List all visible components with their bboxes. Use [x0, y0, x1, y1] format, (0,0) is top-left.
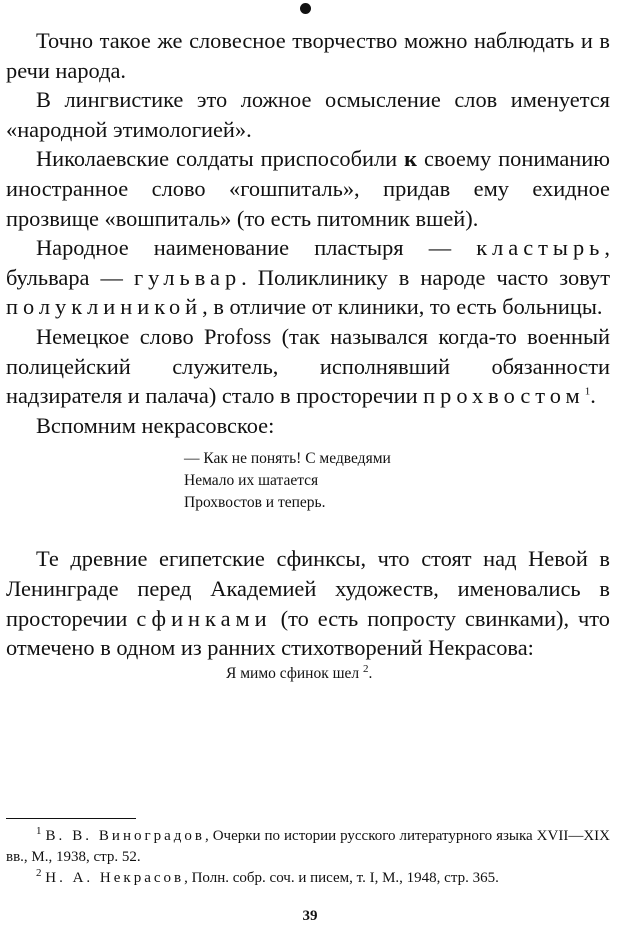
- spaced-word: кластырь: [476, 235, 605, 261]
- poem-line: Прохвостов и теперь.: [184, 494, 326, 512]
- page-number: 39: [302, 908, 318, 924]
- spaced-word: сфинками: [136, 605, 272, 631]
- footnote-ref: 1: [584, 385, 591, 398]
- ornament-dot: [300, 3, 311, 14]
- spaced-word: гульвар: [133, 264, 242, 290]
- footnote-divider: [6, 818, 136, 819]
- poem-quote: [184, 448, 610, 514]
- footnote: $^2$ Н. А. Некрасов, Полн. собр. соч. и писем, т. I, М., 1948, стр. 365.: [36, 867, 499, 886]
- paragraph: Те древние египетские сфинксы, что стоят над Невой в Ленинграде перед Академией художеств, именовались в просторечии сфинками (то есть попросту свинками), что отмечено в одном из ранних стихотворений Некрасова:: [6, 546, 610, 661]
- paragraph: Вспомним некрасовское:: [36, 412, 275, 438]
- footnotes: [6, 826, 610, 889]
- paragraph: Народное наименование пластыря — кластырь, бульвара — гульвар. Поликлинику в народе часто зовут полуклиникой, в отличие от клиники, то есть больницы.: [6, 235, 610, 320]
- spaced-word: полуклиникой: [6, 294, 203, 320]
- paragraph: Немецкое слово Profoss (так назывался когда-то военный полицейский служитель, исполнявший обязанности надзирателя и палача) стало в просторечии прохвостом$^1$.: [6, 323, 610, 409]
- paragraph: Николаевские солдаты приспособили к своему пониманию иностранное слово «гошпиталь», придав ему ехидное прозвище «вошпиталь» (то есть питомник вшей).: [6, 146, 610, 231]
- poem-line: — Как не понять! С медведями: [184, 450, 391, 468]
- quote-line: Я мимо сфинок шел $^2$.: [226, 662, 373, 682]
- paragraph: В лингвистике это ложное осмысление слов именуется «народной этимологией».: [6, 87, 610, 142]
- footnote-ref: 2: [363, 662, 369, 675]
- poem-line: Немало их шатается: [184, 472, 319, 490]
- spaced-word: прохвостом: [423, 383, 585, 409]
- footnote: $^1$ В. В. Виноградов, Очерки по истории русского литературного языка XVII—XIX вв., М., 1938, стр. 52.: [6, 825, 611, 865]
- paragraph: Точно такое же словесное творчество можно наблюдать и в речи народа.: [6, 28, 610, 83]
- main-text: [6, 26, 610, 685]
